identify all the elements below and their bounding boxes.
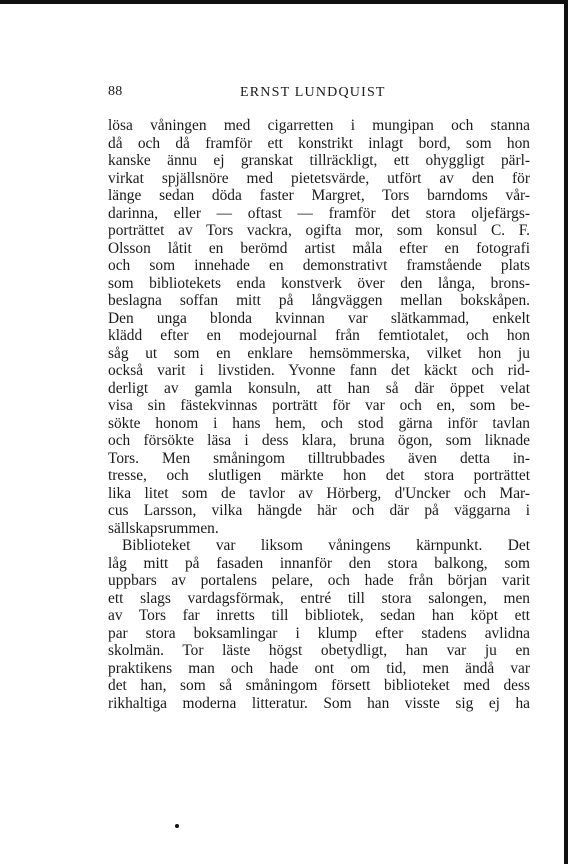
text-line: lösa våningen med cigarretten i mungipan och stanna [108, 117, 530, 134]
page-header [108, 84, 530, 104]
text-line: lika litet som de tavlor av Hörberg, d'Uncker och Mar- [108, 484, 530, 502]
page-edge-top [0, 0, 568, 4]
text-line: visa sin fästekvinnas porträtt för var och en, som be- [108, 397, 530, 414]
text-line: rikhaltiga moderna litteratur. Som han visste sig ej ha [108, 694, 530, 712]
page-edge-right [564, 0, 568, 864]
text-line: kanske ännu ej granskat tillräckligt, ett ohyggligt pärl- [108, 152, 530, 169]
text-line: praktikens man och hade ont om tid, men ändå var [108, 659, 530, 677]
text-line: derligt av gamla konsuln, att han så där öppet velat [108, 379, 530, 397]
text-line: sökte honom i hans hem, och stod gärna inför tavlan [108, 414, 530, 432]
text-line: av Tors far inretts till bibliotek, sedan han köpt ett [108, 607, 530, 624]
text-line: som bibliotekets enda konstverk över den långa, brons- [108, 274, 530, 292]
ink-speck [175, 824, 179, 828]
text-line: tresse, och slutligen märkte hon det stora porträttet [108, 467, 530, 484]
text-line: då och då framför ett konstrikt inlagt bord, som hon [108, 134, 530, 152]
text-line: Olsson låtit en berömd artist måla efter en fotografi [108, 239, 530, 257]
text-line: det han, som så småningom försett biblioteket med dess [108, 677, 530, 694]
page-number: 88 [108, 84, 123, 99]
text-line: också varit i livstiden. Yvonne fann det käckt och rid- [108, 362, 530, 379]
text-line: Biblioteket var liksom våningens kärnpunkt. Det [122, 537, 530, 554]
text-line: sällskapsrummen. [108, 519, 219, 537]
text-line: skolmän. Tor läste högst obetydligt, han var ju en [108, 642, 530, 659]
text-line: virkat spjällsnöre med pietetsvärde, utfört av den för [108, 169, 530, 187]
text-line: och som innehade en demonstrativt framstående plats [108, 257, 530, 274]
text-line: och försökte läsa i dess klara, bruna ögon, som liknade [108, 432, 530, 449]
text-line: uppbars av portalens pelare, och hade från början varit [108, 572, 530, 589]
text-line: ett slags vardagsförmak, entré till stora salongen, men [108, 589, 530, 607]
text-line: låg mitt på fasaden innanför den stora balkong, som [108, 554, 530, 572]
text-line: klädd efter en modejournal från femtiotalet, och hon [108, 327, 530, 344]
body-text [108, 117, 530, 712]
text-line: par stora boksamlingar i klump efter stadens avlidna [108, 624, 530, 642]
running-head: ERNST LUNDQUIST [240, 85, 386, 100]
text-line: länge sedan döda faster Margret, Tors barndoms vår- [108, 187, 530, 204]
text-line: cus Larsson, vilka hängde här och där på väggarna i [108, 502, 530, 519]
text-line: såg ut som en enklare hemsömmerska, vilket hon ju [108, 344, 530, 362]
text-line: darinna, eller — oftast — framför det stora oljefärgs- [108, 204, 530, 222]
text-line: porträttet av Tors vackra, ogifta mor, som konsul C. F. [108, 222, 530, 239]
text-line: Den unga blonda kvinnan var slätkammad, enkelt [108, 309, 530, 327]
text-line: beslagna soffan mitt på långväggen mellan bokskåpen. [108, 292, 530, 309]
text-line: Tors. Men småningom tilltrubbades även detta in- [108, 449, 530, 467]
